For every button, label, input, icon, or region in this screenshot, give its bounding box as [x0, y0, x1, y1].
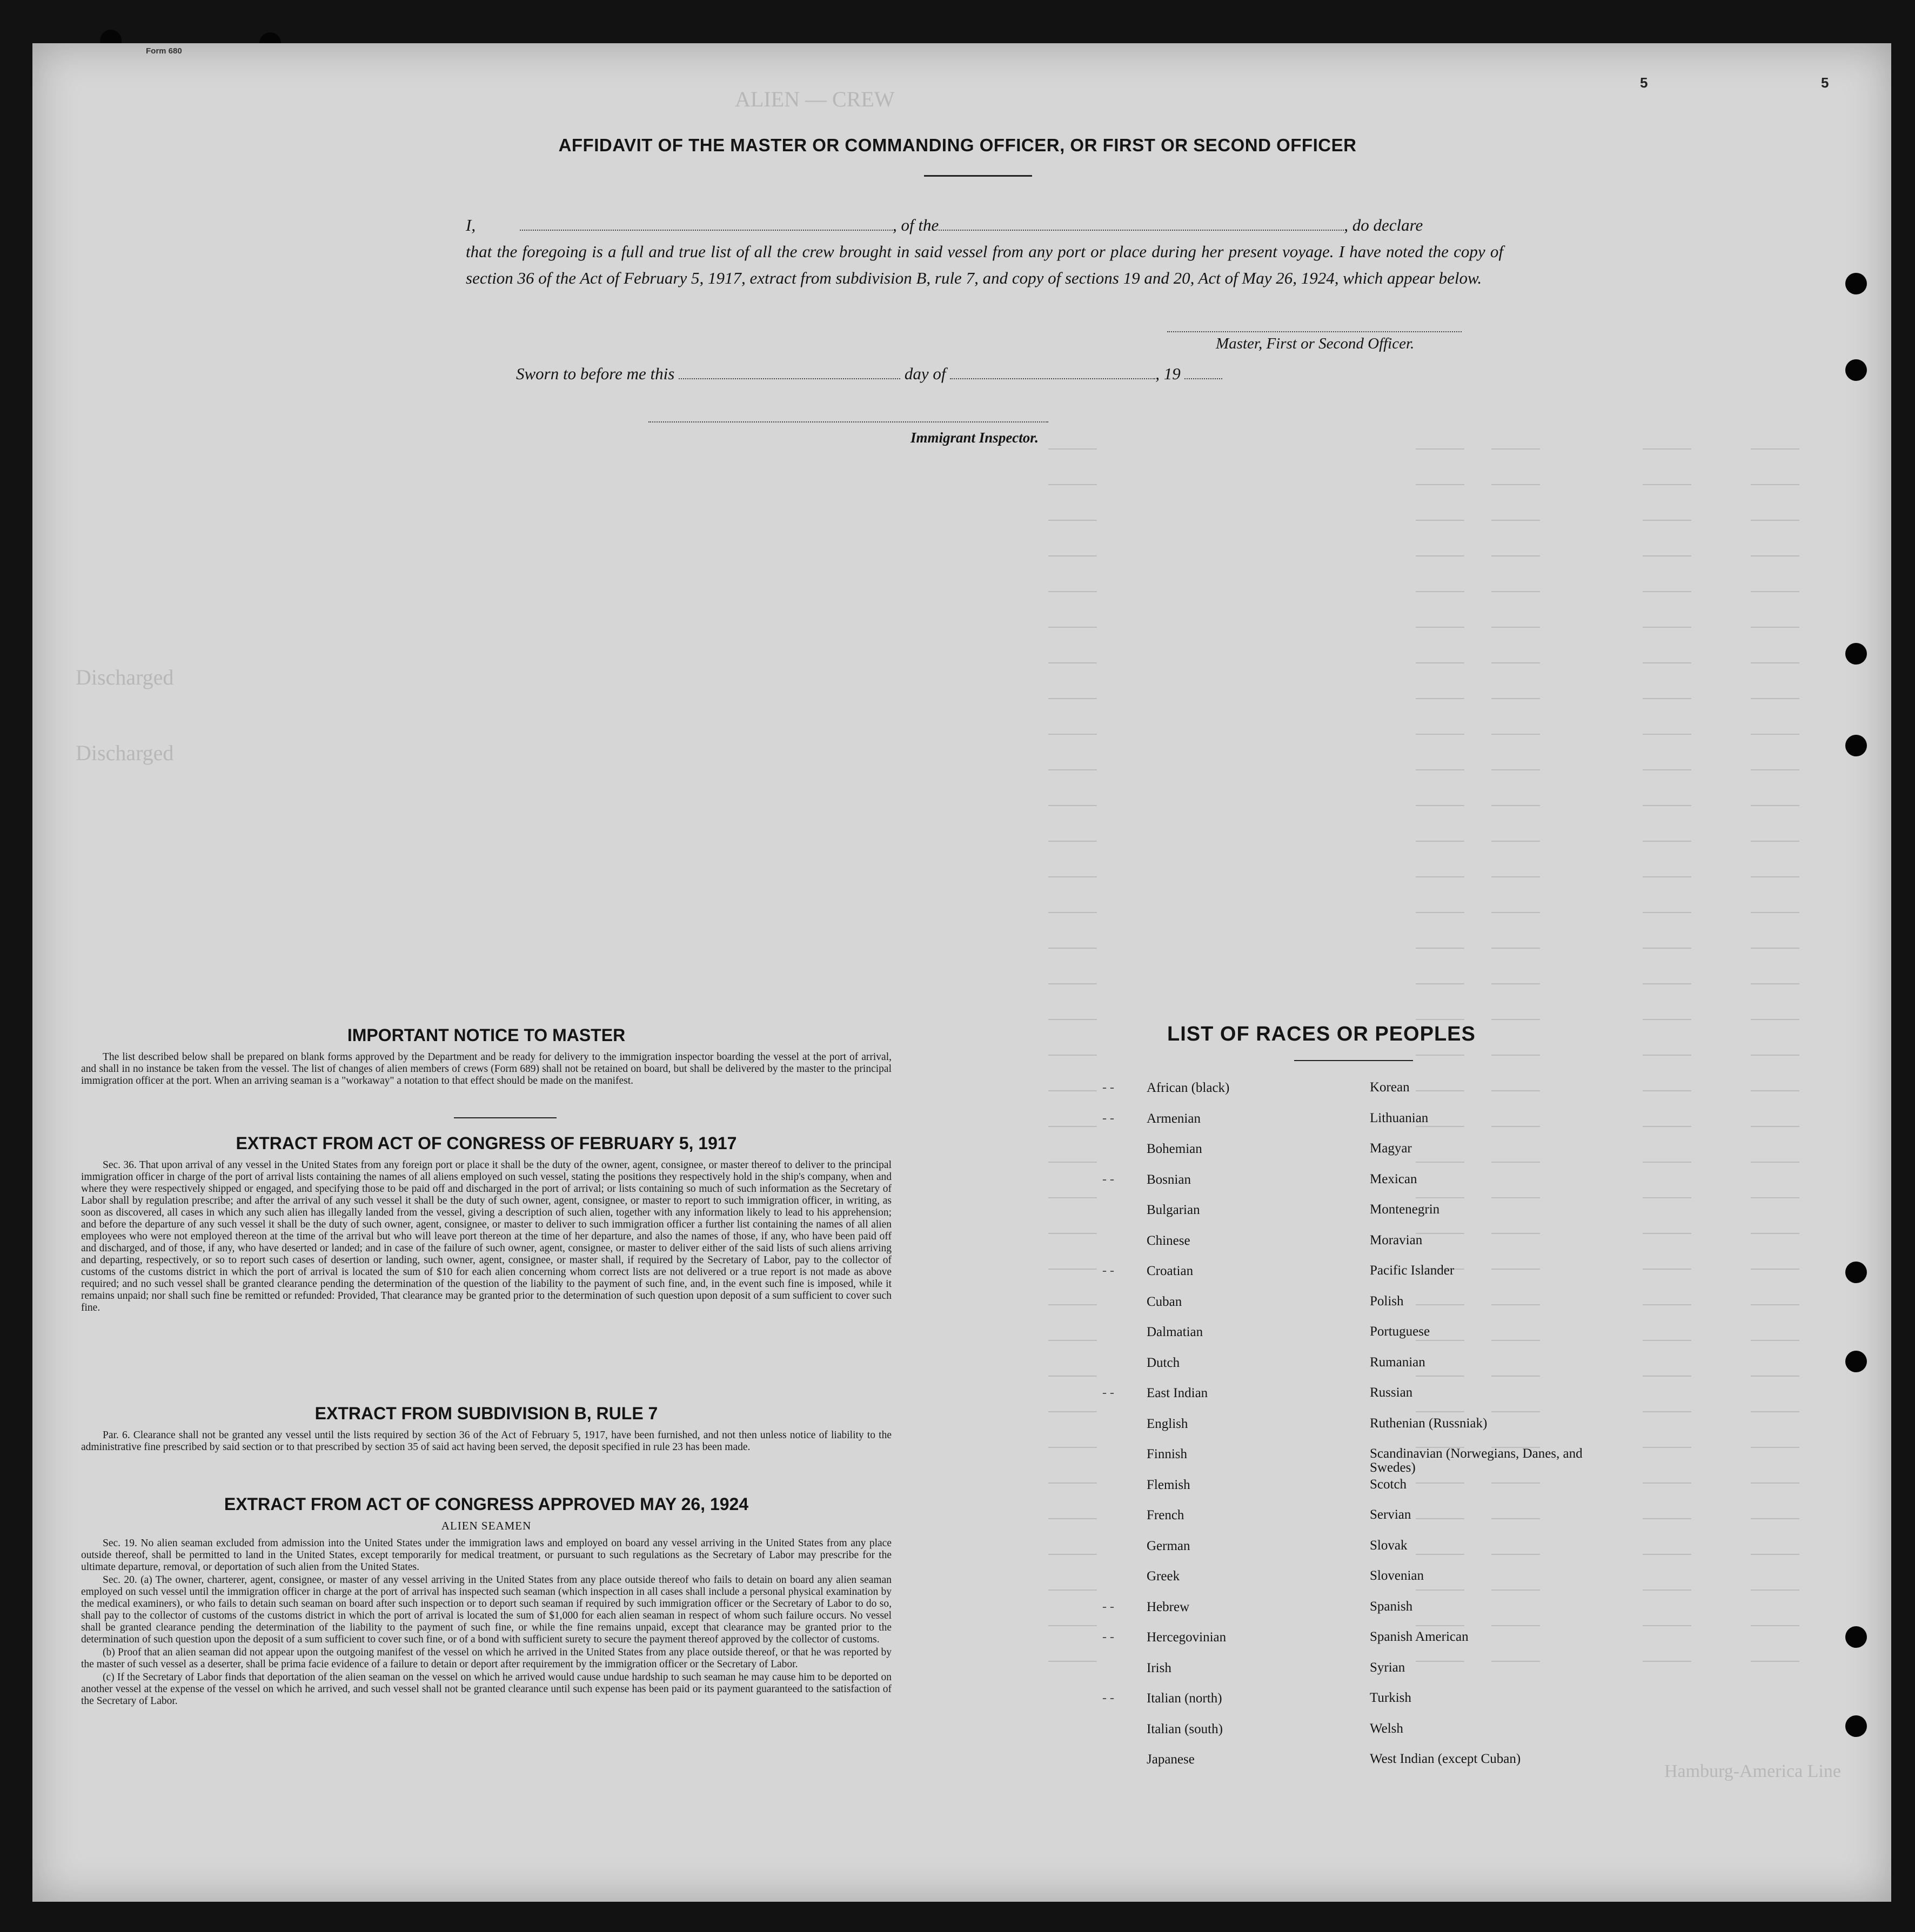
show-through-mark [1491, 484, 1540, 485]
show-through-text: ALIEN — CREW [735, 87, 895, 111]
show-through-mark [1643, 484, 1691, 485]
show-through-mark [1751, 484, 1799, 485]
sec20a-paragraph: Sec. 20. (a) The owner, charterer, agent, consignee, or master of any vessel arriving in the United States from any place outside thereof who fails to detain on board any alien seaman employed on such vessel until the immigration officer in charge at the port of arrival has inspected such seaman (which inspection in all cases shall include a personal physical examination by the medical examiners), or who fails to detain such seaman on board after such inspection or to deport such seaman if required by such immigration officer or the Secretary of Labor to do so, shall pay to the collector of customs of the customs district in which the port of arrival is located the sum of $1,000 for each alien seaman in respect of whom such failure occurs. No vessel shall be granted clearance pending the determination of the liability to the payment of such fine, or while the fine remains unpaid, except that clearance may be granted prior to the determination of such question upon the deposit of a sum sufficient to cover such fine, or of a bond with sufficient surety to secure the payment thereof approved by the collector of customs. [81, 1574, 892, 1645]
show-through-mark [1643, 876, 1691, 877]
race-item: Syrian [1370, 1660, 1405, 1675]
show-through-mark [1491, 627, 1540, 628]
sworn-before-label: Sworn to before me this [516, 364, 675, 383]
race-item: Bosnian [1147, 1172, 1191, 1187]
affidavit-i-label: I, [466, 216, 476, 234]
show-through-mark [1643, 448, 1691, 450]
show-through-mark [1491, 876, 1540, 877]
show-through-mark [1643, 591, 1691, 592]
show-through-mark [1491, 1376, 1540, 1377]
show-through-mark [1048, 1126, 1097, 1127]
show-through-mark [1751, 1019, 1799, 1020]
race-item: Ruthenian (Russniak) [1370, 1416, 1488, 1431]
show-through-mark [1751, 591, 1799, 592]
race-item: Portuguese [1370, 1324, 1430, 1339]
show-through-mark [1643, 769, 1691, 770]
show-through-mark [1416, 948, 1464, 949]
show-through-mark [1643, 1518, 1691, 1519]
race-item: Finnish [1147, 1447, 1188, 1461]
show-through-mark [1491, 841, 1540, 842]
show-through-mark [1048, 1340, 1097, 1341]
show-through-mark [1643, 1197, 1691, 1198]
show-through-mark [1416, 484, 1464, 485]
show-through-mark [1048, 627, 1097, 628]
show-through-mark [1048, 1482, 1097, 1484]
show-through-mark [1048, 1589, 1097, 1591]
show-through-mark [1491, 734, 1540, 735]
show-through-mark [1416, 769, 1464, 770]
race-item: Greek [1147, 1569, 1180, 1584]
show-through-mark [1751, 948, 1799, 949]
race-item: Dalmatian [1147, 1325, 1203, 1339]
show-through-mark [1416, 520, 1464, 521]
alien-seamen-subtitle: ALIEN SEAMEN [441, 1519, 532, 1532]
show-through-mark [1643, 1625, 1691, 1626]
form-number: Form 680 [146, 46, 182, 56]
races-rule [1294, 1060, 1413, 1061]
sworn-year-field[interactable] [1184, 365, 1222, 379]
show-through-mark [1048, 912, 1097, 913]
show-through-mark [1643, 912, 1691, 913]
tick-mark: - - [1102, 1111, 1114, 1125]
race-item: Croatian [1147, 1264, 1194, 1278]
notice-paragraph: The list described below shall be prepared on blank forms approved by the Department and be ready for delivery to the immigration inspector boarding the vessel at the port of arrival, and shall in no instance be taken from the vessel. The list of changes of alien members of crews (Form 689) shall not be retained on board, but shall be delivered by the master to the principal immigration officer at the port. When an arriving seaman is a "workaway" a notation to that effect should be made on the manifest. [81, 1051, 892, 1086]
show-through-mark [1643, 1233, 1691, 1234]
race-item: Scandinavian (Norwegians, Danes, and Swedes) [1370, 1446, 1583, 1475]
show-through-mark [1416, 662, 1464, 663]
affidavit-declare-label: , do declare [1344, 216, 1423, 234]
affidavit-of-the-label: , of the [893, 216, 939, 234]
races-title: LIST OF RACES OR PEOPLES [1167, 1023, 1476, 1045]
sworn-day-of-label: day of [904, 364, 946, 383]
show-through-mark [1416, 805, 1464, 806]
inspector-signature-line[interactable] [648, 421, 1048, 422]
show-through-mark [1048, 520, 1097, 521]
show-through-mark [1416, 698, 1464, 699]
affidavit-line1 [466, 212, 1503, 238]
show-through-mark [1416, 1197, 1464, 1198]
tick-mark: - - [1102, 1691, 1114, 1705]
binder-hole [1845, 1262, 1867, 1283]
show-through-mark [1416, 555, 1464, 556]
binder-hole [1845, 1715, 1867, 1737]
show-through-mark [1751, 662, 1799, 663]
race-item: Hercegovinian [1147, 1630, 1227, 1645]
race-item: Dutch [1147, 1355, 1180, 1370]
sworn-year-label: , 19 [1155, 364, 1181, 383]
sec20c-paragraph: (c) If the Secretary of Labor finds that deportation of the alien seaman on the vessel on which he arrived would cause undue hardship to such seaman he may cause him to be deported on another vessel at the expense of the vessel on which he arrived, and such vessel shall not be granted clearance until such expense has been paid or its payment guaranteed to the satisfaction of the Secretary of Labor. [81, 1672, 892, 1707]
show-through-mark [1491, 1589, 1540, 1591]
corner-number: 5 [1821, 75, 1829, 91]
corner-number: 5 [1640, 75, 1648, 91]
race-item: Irish [1147, 1660, 1171, 1675]
show-through-mark [1048, 662, 1097, 663]
tick-mark: - - [1102, 1599, 1114, 1614]
show-through-mark [1048, 805, 1097, 806]
show-through-mark [1751, 876, 1799, 877]
race-item: Turkish [1370, 1691, 1411, 1705]
race-item: Bohemian [1147, 1142, 1202, 1156]
affidavit-title: AFFIDAVIT OF THE MASTER OR COMMANDING OFFICER, OR FIRST OR SECOND OFFICER [558, 135, 1357, 155]
extract-1917-title: EXTRACT FROM ACT OF CONGRESS OF FEBRUARY 5, 1917 [236, 1133, 737, 1153]
show-through-mark [1048, 841, 1097, 842]
extract-1917-text [81, 1159, 892, 1315]
master-label: Master, First or Second Officer. [1216, 335, 1415, 352]
show-through-mark [1643, 1090, 1691, 1091]
show-through-mark [1048, 1518, 1097, 1519]
show-through-mark [1643, 1340, 1691, 1341]
show-through-mark [1491, 662, 1540, 663]
show-through-mark [1416, 1340, 1464, 1341]
show-through-mark [1643, 734, 1691, 735]
race-item: Flemish [1147, 1477, 1190, 1492]
extract-rule7-title: EXTRACT FROM SUBDIVISION B, RULE 7 [314, 1404, 658, 1423]
show-through-mark [1643, 1126, 1691, 1127]
section-rule [454, 1117, 557, 1118]
show-through-mark [1643, 1269, 1691, 1270]
show-through-mark [1416, 1411, 1464, 1412]
show-through-mark [1643, 1482, 1691, 1484]
show-through-mark [1643, 662, 1691, 663]
race-item: Slovenian [1370, 1568, 1424, 1583]
race-item: Scotch [1370, 1477, 1407, 1492]
extract-1917-paragraph: Sec. 36. That upon arrival of any vessel in the United States from any foreign port or place it shall be the duty of the owner, agent, consignee, or master thereof to deliver to the principal immigration officer in charge of the port of arrival lists containing the names of all aliens employed on such vessel, stating the positions they respectively hold in the ship's company, when and where they were respectively shipped or engaged, and specifying those to be paid off and discharged in the port of arrival; or lists containing so much of such information as the Secretary of Labor shall by regulation prescribe; and after the arrival of any such vessel it shall be the duty of such owner, agent, consignee, or master to report to such immigration officer, in writing, as soon as discovered, all cases in which any such alien has illegally landed from the vessel, giving a description of such alien, together with any information likely to lead to his apprehension; and before the departure of any such vessel it shall be the duty of such owner, agent, consignee, or master to deliver to such immigration officer a further list containing the names of all alien employees who were not employed thereon at the time of the arrival but who will leave port thereon at the time of her departure, and also the names of those, if any, who have been paid off and discharged, and of those, if any, who have deserted or landed; and in case of the failure of such owner, agent, consignee, or master to deliver either of the said lists of such aliens arriving and departing, respectively, or so to report such cases of desertion or landing, such owner, agent, consignee, or master shall, if required by the Secretary of Labor, pay to the collector of customs of the customs district in which the port of arrival is located the sum of $10 for each alien concerning whom correct lists are not delivered or a true report is not made as above required; and no such vessel shall be granted clearance pending the determination of the question of the liability to the payment of such fine, and, in the event such fine is imposed, while it remains unpaid; nor shall such fine be remitted or refunded: Provided, That clearance may be granted prior to the determination of such question upon deposit of a sum sufficient to cover such fine. [81, 1159, 892, 1313]
show-through-mark [1048, 1447, 1097, 1448]
race-item: Cuban [1147, 1294, 1182, 1309]
show-through-text: Discharged [76, 665, 174, 689]
show-through-mark [1416, 1162, 1464, 1163]
show-through-mark [1643, 1376, 1691, 1377]
tick-mark: - - [1102, 1081, 1114, 1095]
show-through-mark [1048, 1233, 1097, 1234]
show-through-mark [1751, 912, 1799, 913]
show-through-mark [1751, 1304, 1799, 1305]
show-through-mark [1048, 1625, 1097, 1626]
show-through-mark [1416, 1055, 1464, 1056]
show-through-mark [1643, 1162, 1691, 1163]
race-item: African (black) [1147, 1081, 1230, 1095]
show-through-mark [1751, 1340, 1799, 1341]
binder-hole [1845, 1351, 1867, 1372]
show-through-mark [1491, 769, 1540, 770]
show-through-mark [1751, 1518, 1799, 1519]
race-item: Korean [1370, 1080, 1410, 1095]
show-through-mark [1751, 555, 1799, 556]
show-through-mark [1751, 1162, 1799, 1163]
race-item: Servian [1370, 1507, 1411, 1522]
show-through-mark [1491, 1055, 1540, 1056]
tick-mark: - - [1102, 1264, 1114, 1278]
show-through-mark [1751, 1090, 1799, 1091]
show-through-mark [1048, 1055, 1097, 1056]
show-through-mark [1416, 912, 1464, 913]
binder-hole [1845, 1626, 1867, 1648]
race-item: Pacific Islander [1370, 1263, 1455, 1278]
master-signature-line[interactable] [1167, 331, 1462, 332]
show-through-mark [1751, 698, 1799, 699]
show-through-mark [1491, 591, 1540, 592]
affidavit-body [466, 212, 1503, 291]
show-through-mark [1491, 520, 1540, 521]
show-through-mark [1048, 1019, 1097, 1020]
race-item: Armenian [1147, 1111, 1201, 1126]
race-item: Moravian [1370, 1232, 1423, 1247]
show-through-mark [1491, 698, 1540, 699]
show-through-mark [1491, 983, 1540, 984]
show-through-mark [1751, 983, 1799, 984]
show-through-mark [1416, 983, 1464, 984]
show-through-mark [1416, 876, 1464, 877]
notice-title: IMPORTANT NOTICE TO MASTER [347, 1025, 626, 1045]
extract-rule7-paragraph: Par. 6. Clearance shall not be granted any vessel until the lists required by section 36 of the Act of February 5, 1917, have been furnished, and not then unless notice of liability to the administrative fine prescribed by said section or to that prescribed by section 35 of said act having been served, the deposit specified in rule 23 has been made. [81, 1430, 892, 1453]
show-through-mark [1416, 591, 1464, 592]
show-through-mark [1643, 1554, 1691, 1555]
show-through-mark [1643, 1055, 1691, 1056]
inspector-label: Immigrant Inspector. [910, 430, 1039, 446]
notice-text [81, 1051, 892, 1088]
show-through-mark [1048, 734, 1097, 735]
binder-hole [1845, 273, 1867, 294]
show-through-mark [1491, 1554, 1540, 1555]
show-through-mark [1751, 1197, 1799, 1198]
race-item: Mexican [1370, 1171, 1417, 1186]
show-through-mark [1751, 448, 1799, 450]
show-through-mark [1048, 555, 1097, 556]
show-through-mark [1643, 948, 1691, 949]
binder-hole [1845, 359, 1867, 381]
show-through-mark [1751, 1589, 1799, 1591]
show-through-mark [1048, 1304, 1097, 1305]
race-item: Hebrew [1147, 1599, 1190, 1614]
race-item: Bulgarian [1147, 1203, 1200, 1217]
show-through-mark [1643, 983, 1691, 984]
show-through-mark [1751, 1269, 1799, 1270]
show-through-mark [1416, 1019, 1464, 1020]
show-through-mark [1751, 1055, 1799, 1056]
show-through-mark [1491, 448, 1540, 450]
show-through-mark [1751, 769, 1799, 770]
show-through-mark [1048, 1661, 1097, 1662]
show-through-mark [1491, 912, 1540, 913]
race-item: Spanish [1370, 1599, 1413, 1614]
extract-1924-text [81, 1538, 892, 1708]
show-through-mark [1048, 1376, 1097, 1377]
show-through-mark [1491, 948, 1540, 949]
show-through-mark [1491, 555, 1540, 556]
sworn-day-field[interactable] [679, 365, 900, 379]
race-item: West Indian (except Cuban) [1370, 1752, 1521, 1766]
show-through-mark [1751, 1233, 1799, 1234]
race-item: Italian (south) [1147, 1721, 1223, 1736]
show-through-mark [1643, 520, 1691, 521]
race-item: Japanese [1147, 1752, 1195, 1767]
declarant-name-field[interactable] [520, 217, 893, 231]
show-through-mark [1643, 1304, 1691, 1305]
show-through-mark [1751, 1411, 1799, 1412]
sworn-label [516, 364, 1222, 384]
race-item: Italian (north) [1147, 1691, 1222, 1706]
show-through-text: Discharged [76, 741, 174, 765]
show-through-mark [1048, 1162, 1097, 1163]
show-through-mark [1643, 1447, 1691, 1448]
show-through-mark [1416, 448, 1464, 450]
race-item: Lithuanian [1370, 1110, 1429, 1125]
show-through-mark [1751, 1661, 1799, 1662]
show-through-mark [1048, 1197, 1097, 1198]
show-through-mark [1048, 1411, 1097, 1412]
show-through-mark [1643, 1411, 1691, 1412]
show-through-mark [1643, 1589, 1691, 1591]
show-through-mark [1751, 734, 1799, 735]
show-through-mark [1491, 1019, 1540, 1020]
race-item: Welsh [1370, 1721, 1403, 1736]
show-through-mark [1491, 1340, 1540, 1341]
race-item: Spanish American [1370, 1629, 1469, 1644]
sworn-month-field[interactable] [950, 365, 1155, 379]
show-through-mark [1751, 1625, 1799, 1626]
race-item: English [1147, 1416, 1188, 1431]
binder-hole [1845, 735, 1867, 756]
tick-mark: - - [1102, 1386, 1114, 1400]
race-item: Polish [1370, 1293, 1404, 1309]
race-item: German [1147, 1538, 1190, 1553]
show-through-mark [1048, 448, 1097, 450]
show-through-mark [1048, 484, 1097, 485]
race-item: Montenegrin [1370, 1202, 1440, 1217]
show-through-mark [1751, 627, 1799, 628]
vessel-name-field[interactable] [939, 217, 1344, 231]
race-item: Rumanian [1370, 1354, 1425, 1370]
show-through-mark [1416, 627, 1464, 628]
show-through-mark [1491, 1197, 1540, 1198]
show-through-mark [1416, 841, 1464, 842]
show-through-mark [1643, 1019, 1691, 1020]
show-through-mark [1751, 1482, 1799, 1484]
show-through-mark [1751, 520, 1799, 521]
show-through-mark [1416, 1589, 1464, 1591]
show-through-mark [1048, 1269, 1097, 1270]
show-through-mark [1751, 841, 1799, 842]
show-through-mark [1751, 1447, 1799, 1448]
show-through-mark [1491, 1411, 1540, 1412]
show-through-mark [1751, 1554, 1799, 1555]
show-through-mark [1643, 555, 1691, 556]
show-through-mark [1416, 1554, 1464, 1555]
show-through-mark [1048, 983, 1097, 984]
show-through-mark [1416, 1126, 1464, 1127]
show-through-mark [1491, 805, 1540, 806]
extract-1924-title: EXTRACT FROM ACT OF CONGRESS APPROVED MAY 26, 1924 [224, 1494, 749, 1514]
show-through-mark [1643, 805, 1691, 806]
show-through-mark [1491, 1625, 1540, 1626]
show-through-mark [1416, 734, 1464, 735]
show-through-mark [1751, 1376, 1799, 1377]
race-item: Slovak [1370, 1538, 1408, 1553]
extract-rule7-text [81, 1430, 892, 1454]
sec19-paragraph: Sec. 19. No alien seaman excluded from admission into the United States under the immigration laws and employed on board any vessel arriving in the United States from any place outside thereof, shall be permitted to land in the United States, except temporarily for medical treatment, or pursuant to such regulations as the Secretary of Labor may prescribe for the ultimate departure, removal, or deportation of such alien from the United States. [81, 1538, 892, 1573]
show-through-mark [1643, 627, 1691, 628]
sec20b-paragraph: (b) Proof that an alien seaman did not appear upon the outgoing manifest of the vessel on which he arrived in the United States from any place outside thereof, or that he was reported by the master of such vessel as a deserter, shall be prima facie evidence of a failure to detain or deport after requirement by the immigration officer or the Secretary of Labor. [81, 1647, 892, 1670]
race-item: East Indian [1147, 1386, 1208, 1400]
tick-mark: - - [1102, 1630, 1114, 1644]
race-item: Chinese [1147, 1233, 1190, 1248]
binder-hole [1845, 643, 1867, 665]
show-through-mark [1048, 1090, 1097, 1091]
show-through-mark [1048, 591, 1097, 592]
race-item: Russian [1370, 1385, 1413, 1400]
race-item: French [1147, 1508, 1184, 1522]
show-through-mark [1643, 1661, 1691, 1662]
show-through-mark [1048, 948, 1097, 949]
affidavit-text: that the foregoing is a full and true list of all the crew brought in said vessel from any port or place during her present voyage. I have noted the copy of section 36 of the Act of February 5, 1917, extract from subdivision B, rule 7, and copy of sections 19 and 20, Act of May 26, 1924, which appear below. [466, 242, 1503, 287]
show-through-mark [1048, 1554, 1097, 1555]
tick-mark: - - [1102, 1172, 1114, 1186]
show-through-mark [1491, 1126, 1540, 1127]
show-through-mark [1416, 1376, 1464, 1377]
race-item: Magyar [1370, 1141, 1412, 1156]
show-through-mark [1416, 1625, 1464, 1626]
show-through-mark [1643, 841, 1691, 842]
show-through-mark [1048, 876, 1097, 877]
show-through-text: Hamburg-America Line [1664, 1761, 1841, 1781]
show-through-mark [1751, 1126, 1799, 1127]
show-through-mark [1751, 805, 1799, 806]
show-through-mark [1643, 698, 1691, 699]
show-through-mark [1048, 698, 1097, 699]
show-through-mark [1491, 1162, 1540, 1163]
show-through-mark [1048, 769, 1097, 770]
title-rule [924, 175, 1032, 177]
